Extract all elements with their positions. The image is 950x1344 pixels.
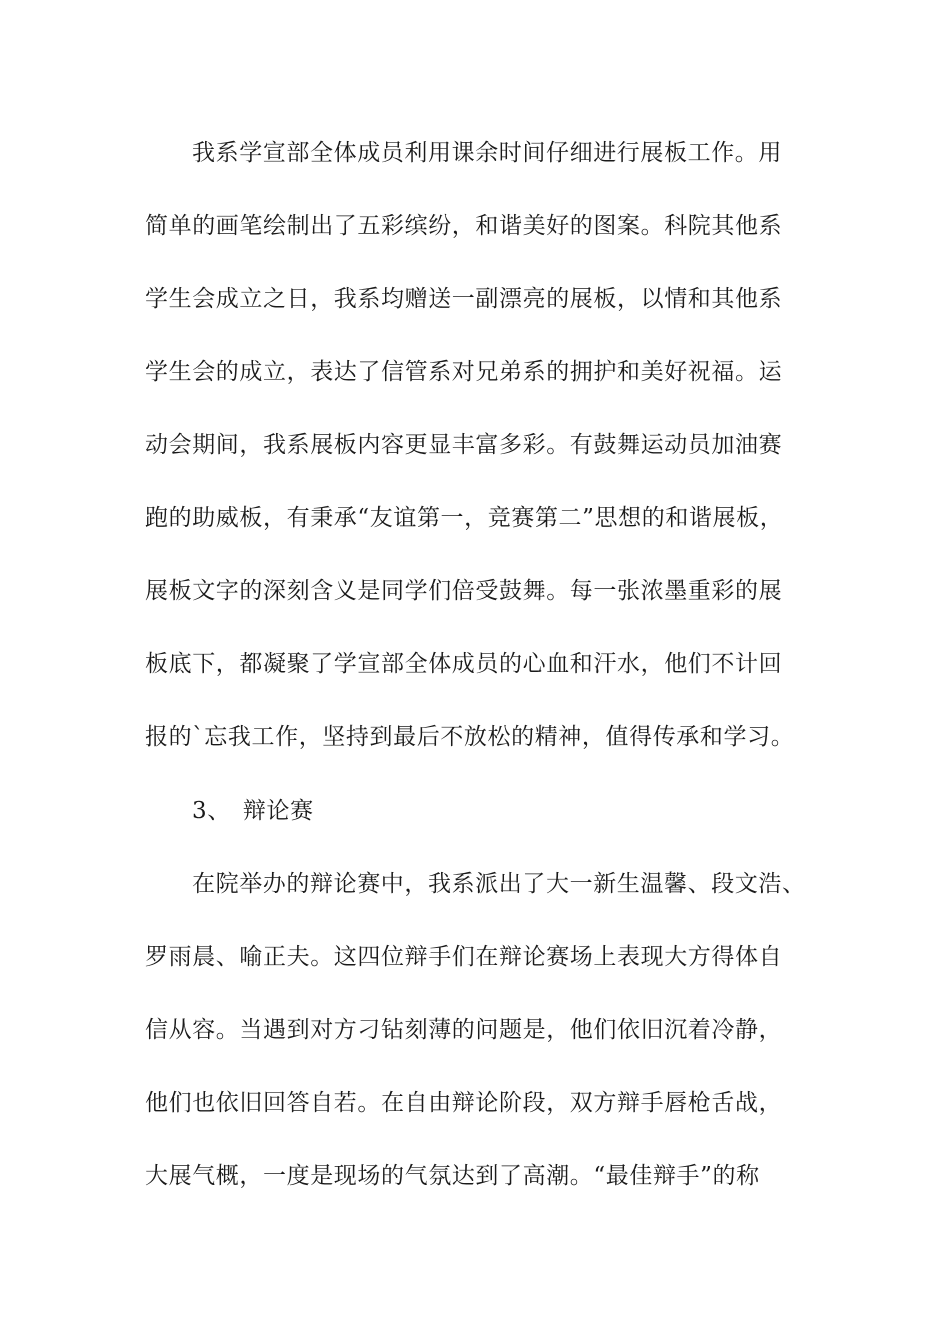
- paragraph-line: 信从容。当遇到对方刁钻刻薄的问题是，他们依旧沉着冷静，: [145, 1017, 783, 1043]
- paragraph-line: 学生会成立之日，我系均赠送一副漂亮的展板，以情和其他系: [145, 286, 783, 312]
- paragraph-line: 动会期间，我系展板内容更显丰富多彩。有鼓舞运动员加油赛: [145, 432, 783, 458]
- paragraph-line: 报的`忘我工作，坚持到最后不放松的精神，值得传承和学习。: [145, 724, 795, 750]
- paragraph-line: 在院举办的辩论赛中，我系派出了大一新生温馨、段文浩、: [192, 871, 806, 897]
- paragraph-line: 我系学宣部全体成员利用课余时间仔细进行展板工作。用: [192, 140, 782, 166]
- paragraph-line: 跑的助威板，有秉承“友谊第一，竞赛第二”思想的和谐展板，: [145, 505, 784, 531]
- paragraph-line: 板底下，都凝聚了学宣部全体成员的心血和汗水，他们不计回: [145, 651, 783, 677]
- paragraph-line: 简单的画笔绘制出了五彩缤纷，和谐美好的图案。科院其他系: [145, 213, 783, 239]
- paragraph-line: 展板文字的深刻含义是同学们倍受鼓舞。每一张浓墨重彩的展: [145, 578, 783, 604]
- paragraph-line: 大展气概，一度是现场的气氛达到了高潮。“最佳辩手”的称: [145, 1163, 760, 1189]
- paragraph-line: 他们也依旧回答自若。在自由辩论阶段，双方辩手唇枪舌战，: [145, 1090, 783, 1116]
- section-heading: 3、 辩论赛: [192, 798, 314, 824]
- paragraph-line: 罗雨晨、喻正夫。这四位辩手们在辩论赛场上表现大方得体自: [145, 944, 783, 970]
- paragraph-line: 学生会的成立，表达了信管系对兄弟系的拥护和美好祝福。运: [145, 359, 783, 385]
